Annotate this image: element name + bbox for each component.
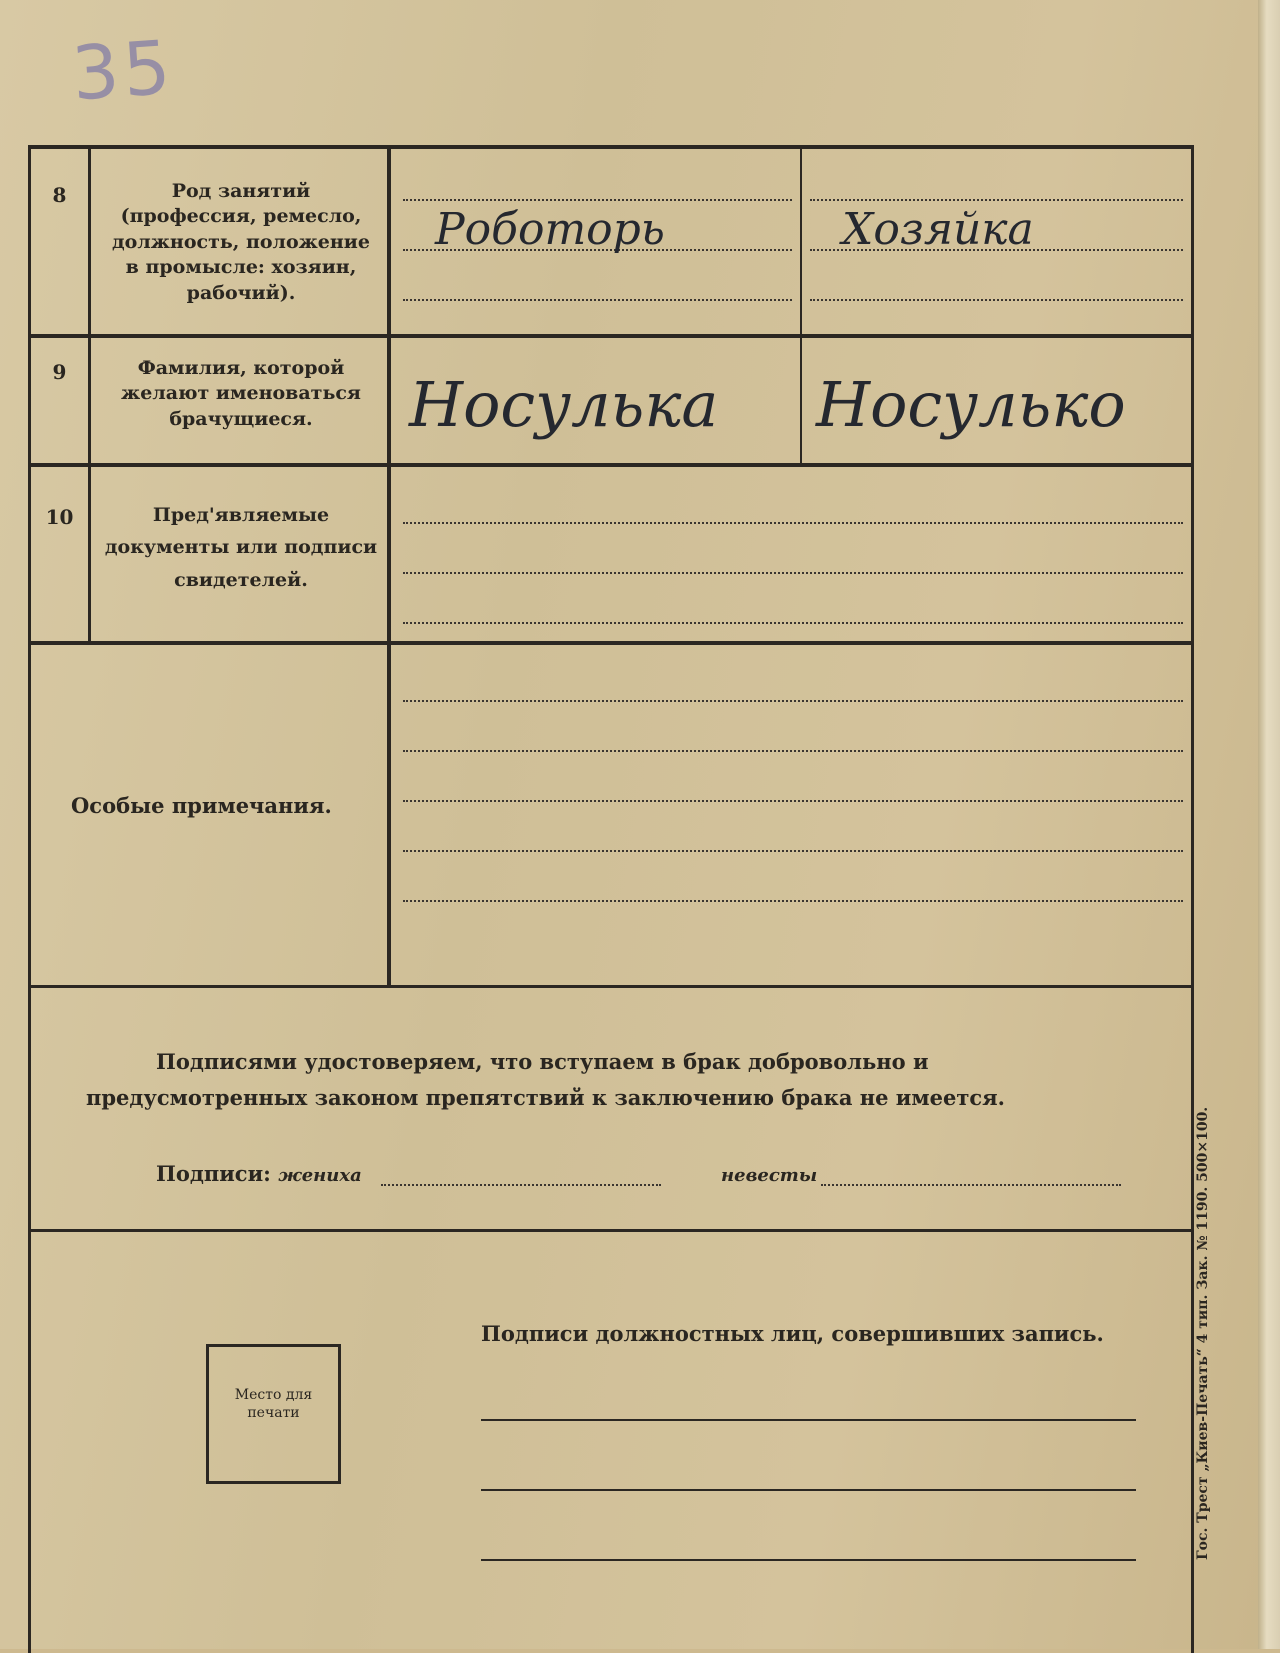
signatures-row	[156, 1161, 362, 1186]
official-signature-line	[481, 1489, 1136, 1491]
declaration-text: Подписями удостоверяем, что вступаем в брак добровольно и предусмотренных законом препятствий к заключению брака не имеется.	[86, 1049, 1005, 1110]
remarks-label: Особые примечания.	[71, 793, 332, 818]
bride-signature-row	[721, 1161, 817, 1186]
marriage-record-form	[28, 145, 1194, 1653]
bride-surname: Носулько	[816, 368, 1126, 441]
bride-column	[802, 338, 1191, 463]
printer-imprint: Гос. Трест „Киев-Печать“ 4 тип. Зак. № 1190. 500×100.	[1195, 1106, 1211, 1560]
groom-occupation: Роботорь	[435, 204, 665, 255]
documents-field	[395, 467, 1191, 641]
row-label: Фамилия, которой желают именоваться брачущиеся.	[95, 338, 391, 463]
row-surname	[31, 338, 1191, 467]
stamp-placeholder: Место для печати	[206, 1344, 341, 1484]
page-edge	[1258, 0, 1280, 1649]
row-number: 9	[31, 338, 91, 463]
bride-column	[802, 149, 1191, 334]
row-documents	[31, 467, 1191, 645]
bride-signature-label: невесты	[721, 1165, 818, 1186]
row-label: Род занятий (профессия, ремесло, должность, положение в промысле: хозяин, рабочий).	[95, 149, 391, 334]
row-number: 8	[31, 149, 91, 334]
remarks-label-cell	[31, 645, 391, 985]
row-occupation	[31, 149, 1191, 338]
bride-signature-line	[821, 1184, 1121, 1186]
official-signature-line	[481, 1559, 1136, 1561]
groom-signature-line	[381, 1184, 661, 1186]
bride-occupation: Хозяйка	[842, 204, 1034, 255]
row-remarks	[31, 645, 1191, 988]
page-number: 35	[69, 24, 178, 118]
officials-signatures-label: Подписи должностных лиц, совершивших запись.	[481, 1321, 1104, 1346]
groom-column	[395, 338, 802, 463]
remarks-field	[395, 645, 1191, 985]
groom-signature-label: жениха	[278, 1165, 362, 1186]
groom-column	[395, 149, 802, 334]
official-signature-line	[481, 1419, 1136, 1421]
row-number: 10	[31, 467, 91, 641]
signatures-label: Подписи:	[156, 1161, 271, 1186]
declaration-section	[31, 989, 1191, 1232]
groom-surname: Носулька	[409, 368, 719, 441]
row-label: Пред'являемые документы или подписи свидетелей.	[95, 467, 391, 641]
